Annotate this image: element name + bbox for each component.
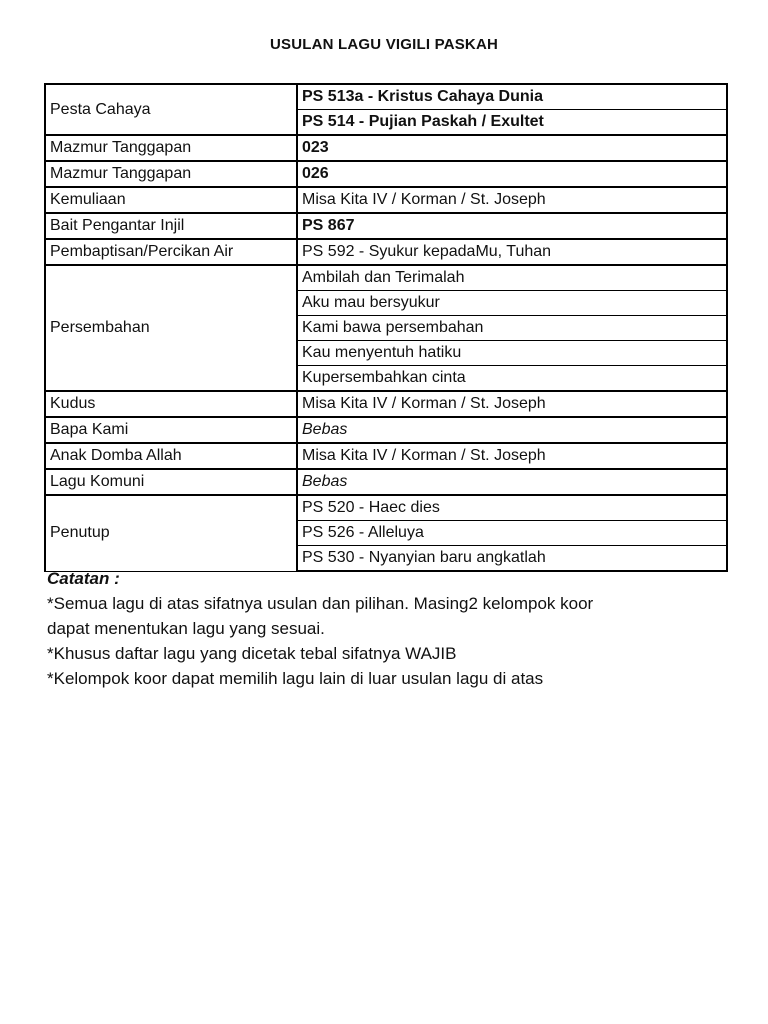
song-title: Bebas xyxy=(297,417,727,443)
liturgy-part-label: Bait Pengantar Injil xyxy=(45,213,297,239)
table-row xyxy=(45,265,727,291)
notes-line: *Khusus daftar lagu yang dicetak tebal sifatnya WAJIB xyxy=(47,644,457,663)
table-row xyxy=(45,84,727,110)
liturgy-part-label: Lagu Komuni xyxy=(45,469,297,495)
song-title: Kami bawa persembahan xyxy=(297,316,727,341)
song-title: Kupersembahkan cinta xyxy=(297,366,727,392)
song-title: 023 xyxy=(297,135,727,161)
table-row xyxy=(45,495,727,521)
liturgy-part-label: Mazmur Tanggapan xyxy=(45,135,297,161)
song-title: Ambilah dan Terimalah xyxy=(297,265,727,291)
table-row xyxy=(45,417,727,443)
notes-heading: Catatan : xyxy=(47,569,120,588)
song-table-body xyxy=(45,84,727,571)
notes-line: dapat menentukan lagu yang sesuai. xyxy=(47,619,325,638)
song-title: Kau menyentuh hatiku xyxy=(297,341,727,366)
song-title: Bebas xyxy=(297,469,727,495)
song-title: Misa Kita IV / Korman / St. Joseph xyxy=(297,391,727,417)
notes-line: *Kelompok koor dapat memilih lagu lain di luar usulan lagu di atas xyxy=(47,669,544,688)
song-title: PS 514 - Pujian Paskah / Exultet xyxy=(297,110,727,136)
song-title: Misa Kita IV / Korman / St. Joseph xyxy=(297,443,727,469)
song-title: Aku mau bersyukur xyxy=(297,291,727,316)
song-title: PS 513a - Kristus Cahaya Dunia xyxy=(297,84,727,110)
song-title: PS 520 - Haec dies xyxy=(297,495,727,521)
liturgy-part-label: Pembaptisan/Percikan Air xyxy=(45,239,297,265)
table-row xyxy=(45,469,727,495)
liturgy-part-label: Pesta Cahaya xyxy=(45,84,297,135)
song-title: Misa Kita IV / Korman / St. Joseph xyxy=(297,187,727,213)
table-row xyxy=(45,239,727,265)
table-row xyxy=(45,391,727,417)
song-title: PS 867 xyxy=(297,213,727,239)
table-row xyxy=(45,187,727,213)
liturgy-part-label: Kemuliaan xyxy=(45,187,297,213)
table-row xyxy=(45,213,727,239)
liturgy-part-label: Kudus xyxy=(45,391,297,417)
song-title: PS 530 - Nyanyian baru angkatlah xyxy=(297,546,727,572)
liturgy-part-label: Penutup xyxy=(45,495,297,571)
notes-line: *Semua lagu di atas sifatnya usulan dan pilihan. Masing2 kelompok koor xyxy=(47,594,594,613)
liturgy-part-label: Mazmur Tanggapan xyxy=(45,161,297,187)
table-row xyxy=(45,161,727,187)
liturgy-part-label: Bapa Kami xyxy=(45,417,297,443)
liturgy-part-label: Persembahan xyxy=(45,265,297,391)
table-row xyxy=(45,135,727,161)
notes-section xyxy=(47,566,727,691)
song-title: PS 526 - Alleluya xyxy=(297,521,727,546)
song-table xyxy=(44,83,728,572)
liturgy-part-label: Anak Domba Allah xyxy=(45,443,297,469)
table-row xyxy=(45,443,727,469)
song-title: PS 592 - Syukur kepadaMu, Tuhan xyxy=(297,239,727,265)
song-title: 026 xyxy=(297,161,727,187)
document-title: USULAN LAGU VIGILI PASKAH xyxy=(269,36,499,53)
